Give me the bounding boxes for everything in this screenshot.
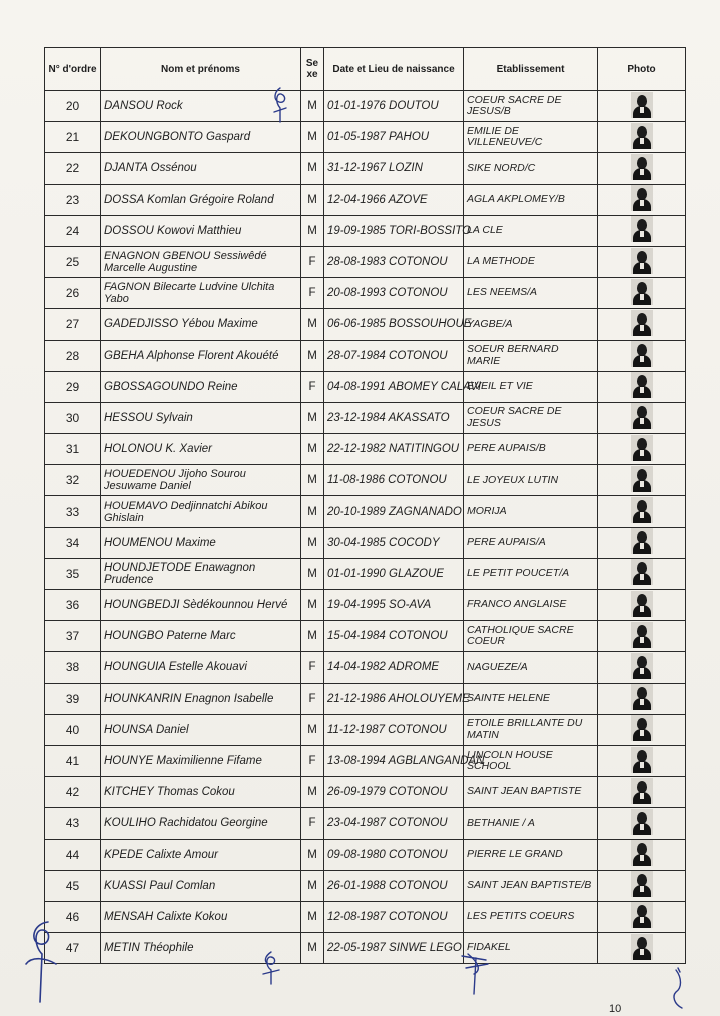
table-row [45, 527, 686, 558]
candidate-sex: M [301, 215, 324, 246]
row-number: 45 [45, 870, 101, 901]
candidate-name: HOUEMAVO Dedjinnatchi Abikou Ghislain [101, 496, 301, 527]
person-photo-icon [631, 154, 653, 180]
candidate-name: DANSOU Rock [101, 91, 301, 122]
photo-cell [598, 278, 686, 309]
birth-date-place: 22-12-1982 NATITINGOU [324, 434, 464, 465]
candidate-name: HOUNKANRIN Enagnon Isabelle [101, 683, 301, 714]
school-name: FRANCO ANGLAISE [464, 590, 598, 621]
candidate-sex: M [301, 901, 324, 932]
photo-cell [598, 933, 686, 964]
school-name: SAINT JEAN BAPTISTE [464, 777, 598, 808]
candidate-sex: F [301, 683, 324, 714]
birth-date-place: 01-05-1987 PAHOU [324, 122, 464, 153]
row-number: 24 [45, 215, 101, 246]
school-name: PIERRE LE GRAND [464, 839, 598, 870]
birth-date-place: 20-08-1993 COTONOU [324, 278, 464, 309]
photo-cell [598, 714, 686, 745]
row-number: 32 [45, 465, 101, 496]
candidate-sex: M [301, 465, 324, 496]
person-photo-icon [631, 341, 653, 367]
row-number: 33 [45, 496, 101, 527]
table-row [45, 465, 686, 496]
photo-cell [598, 340, 686, 371]
birth-date-place: 23-12-1984 AKASSATO [324, 402, 464, 433]
signature-mark-right [668, 966, 688, 1010]
birth-date-place: 19-09-1985 TORI-BOSSITO [324, 215, 464, 246]
school-name: AGLA AKPLOMEY/B [464, 184, 598, 215]
photo-cell [598, 777, 686, 808]
birth-date-place: 19-04-1995 SO-AVA [324, 590, 464, 621]
school-name: SAINTE HELENE [464, 683, 598, 714]
school-name: BETHANIE / A [464, 808, 598, 839]
person-photo-icon [631, 902, 653, 928]
row-number: 34 [45, 527, 101, 558]
candidate-sex: F [301, 745, 324, 776]
table-row [45, 91, 686, 122]
candidate-sex: M [301, 309, 324, 340]
candidate-name: GBEHA Alphonse Florent Akouété [101, 340, 301, 371]
candidate-name: HOUNGBEDJI Sèdékounnou Hervé [101, 590, 301, 621]
person-photo-icon [631, 934, 653, 960]
birth-date-place: 26-09-1979 COTONOU [324, 777, 464, 808]
row-number: 27 [45, 309, 101, 340]
photo-cell [598, 153, 686, 184]
photo-cell [598, 901, 686, 932]
row-number: 43 [45, 808, 101, 839]
signature-mark-row47-name [257, 950, 285, 986]
candidate-name: HESSOU Sylvain [101, 402, 301, 433]
table-row [45, 496, 686, 527]
table-row [45, 309, 686, 340]
table-row [45, 714, 686, 745]
row-number: 22 [45, 153, 101, 184]
candidate-sex: M [301, 184, 324, 215]
candidate-sex: F [301, 652, 324, 683]
school-name: LA CLE [464, 215, 598, 246]
candidate-sex: M [301, 839, 324, 870]
person-photo-icon [631, 123, 653, 149]
birth-date-place: 23-04-1987 COTONOU [324, 808, 464, 839]
school-name: SAINT JEAN BAPTISTE/B [464, 870, 598, 901]
candidate-sex: F [301, 246, 324, 277]
table-row [45, 777, 686, 808]
candidate-sex: M [301, 153, 324, 184]
school-name: MORIJA [464, 496, 598, 527]
birth-date-place: 01-01-1990 GLAZOUE [324, 558, 464, 589]
birth-date-place: 14-04-1982 ADROME [324, 652, 464, 683]
row-number: 41 [45, 745, 101, 776]
school-name: EMILIE DE VILLENEUVE/C [464, 122, 598, 153]
table-row [45, 745, 686, 776]
row-number: 28 [45, 340, 101, 371]
candidate-sex: F [301, 808, 324, 839]
school-name: LES PETITS COEURS [464, 901, 598, 932]
candidate-sex: M [301, 558, 324, 589]
row-number: 37 [45, 621, 101, 652]
person-photo-icon [631, 591, 653, 617]
person-photo-icon [631, 497, 653, 523]
table-row [45, 901, 686, 932]
table-row [45, 184, 686, 215]
page-number: 10 [609, 1003, 622, 1015]
candidate-name: ENAGNON GBENOU Sessiwêdé Marcelle Augustine [101, 246, 301, 277]
birth-date-place: 01-01-1976 DOUTOU [324, 91, 464, 122]
table-row [45, 434, 686, 465]
photo-cell [598, 91, 686, 122]
candidate-name: METIN Théophile [101, 933, 301, 964]
school-name: NAGUEZE/A [464, 652, 598, 683]
photo-cell [598, 808, 686, 839]
row-number: 20 [45, 91, 101, 122]
row-number: 39 [45, 683, 101, 714]
signature-mark-left [22, 918, 60, 1004]
header-name: Nom et prénoms [101, 48, 301, 91]
table-row [45, 839, 686, 870]
candidate-sex: F [301, 278, 324, 309]
birth-date-place: 09-08-1980 COTONOU [324, 839, 464, 870]
school-name: LES NEEMS/A [464, 278, 598, 309]
candidate-name: HOUNGBO Paterne Marc [101, 621, 301, 652]
row-number: 46 [45, 901, 101, 932]
person-photo-icon [631, 653, 653, 679]
table-row [45, 340, 686, 371]
candidate-name: HOLONOU K. Xavier [101, 434, 301, 465]
birth-date-place: 31-12-1967 LOZIN [324, 153, 464, 184]
birth-date-place: 11-08-1986 COTONOU [324, 465, 464, 496]
candidate-sex: M [301, 434, 324, 465]
person-photo-icon [631, 372, 653, 398]
candidate-sex: M [301, 122, 324, 153]
header-school: Etablissement [464, 48, 598, 91]
candidate-sex: M [301, 496, 324, 527]
row-number: 42 [45, 777, 101, 808]
person-photo-icon [631, 559, 653, 585]
candidate-name: KPEDE Calixte Amour [101, 839, 301, 870]
row-number: 31 [45, 434, 101, 465]
signature-mark-top [268, 86, 292, 124]
candidate-sex: M [301, 91, 324, 122]
candidate-name: HOUNSA Daniel [101, 714, 301, 745]
candidate-name: HOUNDJETODE Enawagnon Prudence [101, 558, 301, 589]
birth-date-place: 30-04-1985 COCODY [324, 527, 464, 558]
person-photo-icon [631, 747, 653, 773]
header-photo: Photo [598, 48, 686, 91]
photo-cell [598, 527, 686, 558]
table-row [45, 808, 686, 839]
table-row [45, 590, 686, 621]
candidate-name: HOUNYE Maximilienne Fifame [101, 745, 301, 776]
photo-cell [598, 184, 686, 215]
person-photo-icon [631, 248, 653, 274]
table-row [45, 652, 686, 683]
candidate-name: DOSSOU Kowovi Matthieu [101, 215, 301, 246]
photo-cell [598, 870, 686, 901]
birth-date-place: 04-08-1991 ABOMEY CALAVI [324, 371, 464, 402]
table-row [45, 870, 686, 901]
school-name: SIKE NORD/C [464, 153, 598, 184]
person-photo-icon [631, 185, 653, 211]
birth-date-place: 28-08-1983 COTONOU [324, 246, 464, 277]
birth-date-place: 06-06-1985 BOSSOUHOUE [324, 309, 464, 340]
person-photo-icon [631, 466, 653, 492]
school-name: FIDAKEL [464, 933, 598, 964]
candidate-sex: M [301, 933, 324, 964]
birth-date-place: 12-08-1987 COTONOU [324, 901, 464, 932]
row-number: 23 [45, 184, 101, 215]
person-photo-icon [631, 809, 653, 835]
photo-cell [598, 371, 686, 402]
candidate-sex: F [301, 371, 324, 402]
table-row [45, 933, 686, 964]
table-row [45, 215, 686, 246]
photo-cell [598, 839, 686, 870]
school-name: LE JOYEUX LUTIN [464, 465, 598, 496]
candidate-sex: M [301, 777, 324, 808]
school-name: ETOILE BRILLANTE DU MATIN [464, 714, 598, 745]
candidate-sex: M [301, 590, 324, 621]
birth-date-place: 11-12-1987 COTONOU [324, 714, 464, 745]
candidate-sex: M [301, 870, 324, 901]
candidate-table [44, 47, 686, 964]
photo-cell [598, 309, 686, 340]
school-name: LA METHODE [464, 246, 598, 277]
person-photo-icon [631, 92, 653, 118]
person-photo-icon [631, 528, 653, 554]
candidate-name: FAGNON Bilecarte Ludvine Ulchita Yabo [101, 278, 301, 309]
candidate-name: HOUMENOU Maxime [101, 527, 301, 558]
school-name: EVEIL ET VIE [464, 371, 598, 402]
school-name: LE PETIT POUCET/A [464, 558, 598, 589]
photo-cell [598, 122, 686, 153]
row-number: 40 [45, 714, 101, 745]
school-name: COEUR SACRE DE JESUS/B [464, 91, 598, 122]
school-name: PERE AUPAIS/A [464, 527, 598, 558]
table-row [45, 683, 686, 714]
table-row [45, 558, 686, 589]
birth-date-place: 13-08-1994 AGBLANGANDAN [324, 745, 464, 776]
row-number: 21 [45, 122, 101, 153]
row-number: 30 [45, 402, 101, 433]
candidate-name: DOSSA Komlan Grégoire Roland [101, 184, 301, 215]
candidate-name: KITCHEY Thomas Cokou [101, 777, 301, 808]
person-photo-icon [631, 778, 653, 804]
table-row [45, 246, 686, 277]
row-number: 35 [45, 558, 101, 589]
birth-date-place: 21-12-1986 AHOLOUYEME [324, 683, 464, 714]
person-photo-icon [631, 279, 653, 305]
row-number: 47 [45, 933, 101, 964]
table-row [45, 621, 686, 652]
candidate-sex: M [301, 402, 324, 433]
person-photo-icon [631, 715, 653, 741]
photo-cell [598, 683, 686, 714]
photo-cell [598, 246, 686, 277]
row-number: 38 [45, 652, 101, 683]
school-name: LINCOLN HOUSE SCHOOL [464, 745, 598, 776]
school-name: SOEUR BERNARD MARIE [464, 340, 598, 371]
candidate-name: HOUEDENOU Jijoho Sourou Jesuwame Daniel [101, 465, 301, 496]
signature-mark-row47-birth [458, 950, 492, 996]
photo-cell [598, 465, 686, 496]
candidate-sex: M [301, 340, 324, 371]
row-number: 36 [45, 590, 101, 621]
table-row [45, 371, 686, 402]
person-photo-icon [631, 216, 653, 242]
photo-cell [598, 652, 686, 683]
birth-date-place: 28-07-1984 COTONOU [324, 340, 464, 371]
candidate-name: GADEDJISSO Yébou Maxime [101, 309, 301, 340]
photo-cell [598, 496, 686, 527]
row-number: 29 [45, 371, 101, 402]
person-photo-icon [631, 403, 653, 429]
table-row [45, 278, 686, 309]
table-row [45, 402, 686, 433]
candidate-name: DEKOUNGBONTO Gaspard [101, 122, 301, 153]
row-number: 25 [45, 246, 101, 277]
birth-date-place: 26-01-1988 COTONOU [324, 870, 464, 901]
birth-date-place: 20-10-1989 ZAGNANADO [324, 496, 464, 527]
row-number: 44 [45, 839, 101, 870]
table-body [45, 91, 686, 964]
header-sex: Se xe [301, 48, 324, 91]
school-name: CATHOLIQUE SACRE COEUR [464, 621, 598, 652]
school-name: PERE AUPAIS/B [464, 434, 598, 465]
photo-cell [598, 215, 686, 246]
birth-date-place: 22-05-1987 SINWE LEGO [324, 933, 464, 964]
photo-cell [598, 434, 686, 465]
header-num: N° d'ordre [45, 48, 101, 91]
person-photo-icon [631, 840, 653, 866]
candidate-name: HOUNGUIA Estelle Akouavi [101, 652, 301, 683]
birth-date-place: 12-04-1966 AZOVE [324, 184, 464, 215]
table-row [45, 122, 686, 153]
table-header-row [45, 48, 686, 91]
candidate-name: GBOSSAGOUNDO Reine [101, 371, 301, 402]
photo-cell [598, 558, 686, 589]
person-photo-icon [631, 871, 653, 897]
birth-date-place: 15-04-1984 COTONOU [324, 621, 464, 652]
photo-cell [598, 590, 686, 621]
row-number: 26 [45, 278, 101, 309]
header-birth: Date et Lieu de naissance [324, 48, 464, 91]
candidate-name: MENSAH Calixte Kokou [101, 901, 301, 932]
candidate-sex: M [301, 714, 324, 745]
table-row [45, 153, 686, 184]
photo-cell [598, 745, 686, 776]
candidate-name: KOULIHO Rachidatou Georgine [101, 808, 301, 839]
school-name: YAGBE/A [464, 309, 598, 340]
person-photo-icon [631, 435, 653, 461]
person-photo-icon [631, 310, 653, 336]
candidate-sex: M [301, 621, 324, 652]
candidate-name: KUASSI Paul Comlan [101, 870, 301, 901]
photo-cell [598, 402, 686, 433]
candidate-sex: M [301, 527, 324, 558]
candidate-name: DJANTA Ossénou [101, 153, 301, 184]
school-name: COEUR SACRE DE JESUS [464, 402, 598, 433]
photo-cell [598, 621, 686, 652]
person-photo-icon [631, 684, 653, 710]
person-photo-icon [631, 622, 653, 648]
